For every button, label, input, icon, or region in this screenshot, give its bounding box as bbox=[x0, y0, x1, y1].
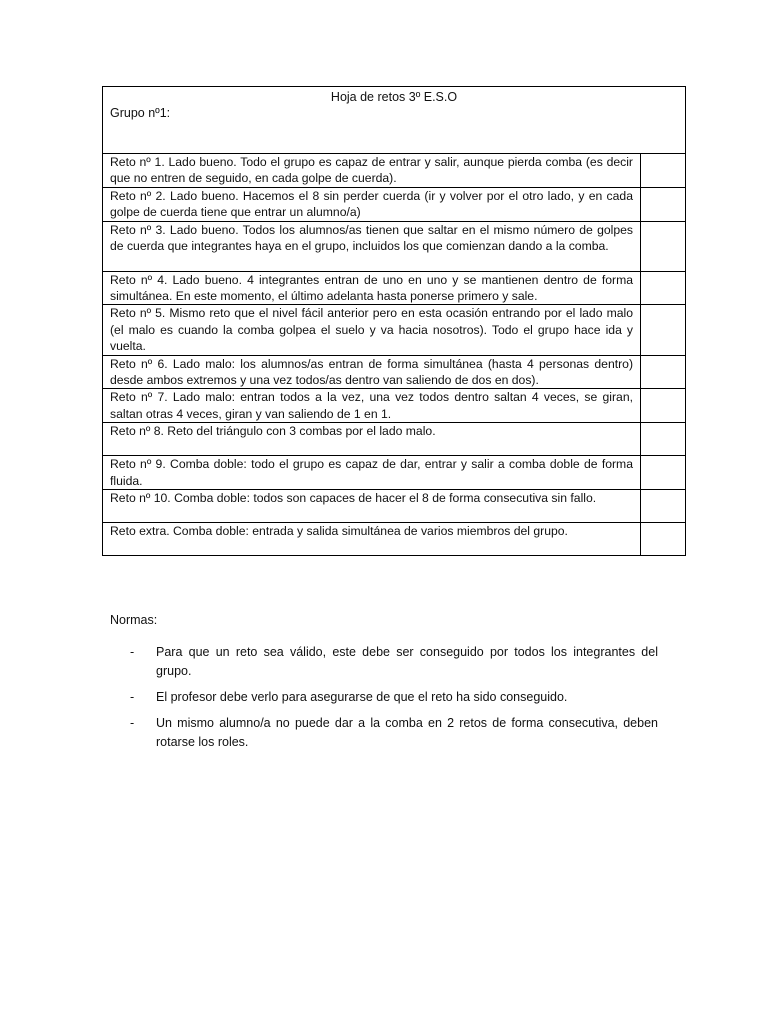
reto-check-cell-7[interactable] bbox=[641, 389, 686, 423]
group-label: Grupo nº1: bbox=[110, 106, 171, 120]
norma-text-3: Un mismo alumno/a no puede dar a la comba en 2 retos de forma consecutiva, deben rotarse los roles. bbox=[156, 716, 658, 749]
reto-row-extra bbox=[103, 523, 686, 556]
reto-check-cell-3[interactable] bbox=[641, 221, 686, 271]
reto-check-cell-9[interactable] bbox=[641, 456, 686, 490]
retos-table bbox=[102, 86, 686, 556]
reto-text-6: Reto nº 6. Lado malo: los alumnos/as entran de forma simultánea (hasta 4 personas dentro) desde ambos extremos y una vez todos/as dentro van saliendo de dos en dos). bbox=[103, 355, 641, 389]
reto-row-9 bbox=[103, 456, 686, 490]
reto-row-8 bbox=[103, 423, 686, 456]
norma-item-1 bbox=[130, 643, 658, 681]
reto-row-6 bbox=[103, 355, 686, 389]
norma-item-2 bbox=[130, 688, 658, 707]
norma-text-2: El profesor debe verlo para asegurarse de que el reto ha sido conseguido. bbox=[156, 690, 568, 704]
reto-check-cell-2[interactable] bbox=[641, 187, 686, 221]
reto-check-cell-10[interactable] bbox=[641, 490, 686, 523]
reto-row-2 bbox=[103, 187, 686, 221]
header-cell bbox=[103, 87, 686, 154]
reto-row-5 bbox=[103, 305, 686, 355]
reto-check-cell-1[interactable] bbox=[641, 154, 686, 188]
reto-text-1: Reto nº 1. Lado bueno. Todo el grupo es capaz de entrar y salir, aunque pierda comba (es decir que no entren de seguido, en cada golpe de cuerda). bbox=[103, 154, 641, 188]
reto-text-extra: Reto extra. Comba doble: entrada y salida simultánea de varios miembros del grupo. bbox=[103, 523, 641, 556]
reto-row-7 bbox=[103, 389, 686, 423]
reto-row-4 bbox=[103, 271, 686, 305]
reto-text-5: Reto nº 5. Mismo reto que el nivel fácil anterior pero en esta ocasión entrando por el lado malo (el malo es cuando la comba golpea el suelo y va hacia nosotros). Todo el grupo hace ida y vuelta. bbox=[103, 305, 641, 355]
reto-row-10 bbox=[103, 490, 686, 523]
reto-check-cell-8[interactable] bbox=[641, 423, 686, 456]
norma-text-1: Para que un reto sea válido, este debe ser conseguido por todos los integrantes del grupo. bbox=[156, 645, 658, 678]
norma-bullet: - bbox=[130, 690, 135, 704]
norma-bullet: - bbox=[130, 645, 135, 659]
reto-check-cell-6[interactable] bbox=[641, 355, 686, 389]
reto-text-10: Reto nº 10. Comba doble: todos son capaces de hacer el 8 de forma consecutiva sin fallo. bbox=[103, 490, 641, 523]
normas-heading: Normas: bbox=[110, 613, 158, 627]
reto-text-9: Reto nº 9. Comba doble: todo el grupo es capaz de dar, entrar y salir a comba doble de forma fluida. bbox=[103, 456, 641, 490]
reto-text-2: Reto nº 2. Lado bueno. Hacemos el 8 sin perder cuerda (ir y volver por el otro lado, y en cada golpe de cuerda tiene que entrar un alumno/a) bbox=[103, 187, 641, 221]
reto-row-1 bbox=[103, 154, 686, 188]
sheet-title: Hoja de retos 3º E.S.O bbox=[330, 90, 458, 104]
header-row bbox=[103, 87, 686, 154]
norma-bullet: - bbox=[130, 716, 135, 730]
reto-text-7: Reto nº 7. Lado malo: entran todos a la vez, una vez todos dentro saltan 4 veces, se giran, saltan otras 4 veces, giran y van saliendo de 1 en 1. bbox=[103, 389, 641, 423]
reto-check-cell-4[interactable] bbox=[641, 271, 686, 305]
norma-item-3 bbox=[130, 714, 658, 752]
reto-check-cell-5[interactable] bbox=[641, 305, 686, 355]
reto-row-3 bbox=[103, 221, 686, 271]
reto-text-4: Reto nº 4. Lado bueno. 4 integrantes entran de uno en uno y se mantienen dentro de forma simultánea. En este momento, el último adelanta hasta ponerse primero y sale. bbox=[103, 271, 641, 305]
reto-check-cell-extra[interactable] bbox=[641, 523, 686, 556]
normas-list bbox=[130, 643, 658, 759]
reto-text-3: Reto nº 3. Lado bueno. Todos los alumnos/as tienen que saltar en el mismo número de golpes de cuerda que integrantes haya en el grupo, incluidos los que comienzan dando a la comba. bbox=[103, 221, 641, 271]
reto-text-8: Reto nº 8. Reto del triángulo con 3 combas por el lado malo. bbox=[103, 423, 641, 456]
